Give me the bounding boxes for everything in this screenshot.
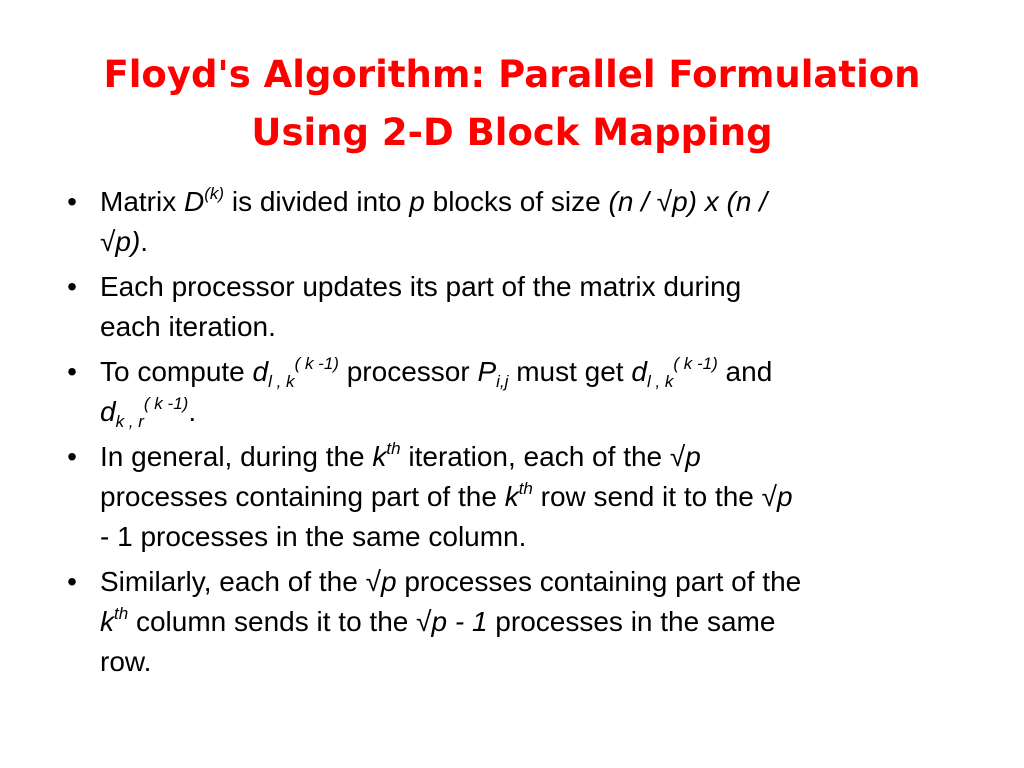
bullet-icon: •: [67, 356, 77, 387]
bullet-5-line-2: $k^{th}$ column sends it to the √p - 1 processes in the same: [100, 604, 776, 637]
bullet-1-line-1: Matrix $D^{(k)}$ is divided into p blocks of size (n / √p) x (n /: [100, 184, 768, 217]
bullet-item-2: [62, 267, 967, 347]
sqrt-symbol: √: [416, 606, 432, 637]
bullet-1-line-2: √p).: [100, 226, 149, 257]
bullet-item-5: [62, 562, 967, 682]
slide-title: [40, 46, 984, 162]
bullet-item-4: [62, 437, 967, 557]
bullet-icon: •: [67, 566, 77, 597]
bullet-icon: •: [67, 441, 77, 472]
bullet-4-line-1: In general, during the $k^{th}$ iteration, each of the √p: [100, 439, 701, 472]
bullet-2-line-1: Each processor updates its part of the matrix during: [100, 271, 742, 302]
title-line-2: Using 2-D Block Mapping: [251, 111, 773, 154]
bullet-icon: •: [67, 186, 77, 217]
bullet-4-line-2: processes containing part of the $k^{th}$ row send it to the √p: [100, 479, 793, 512]
bullet-icon: •: [67, 271, 77, 302]
bullet-3-line-1: To compute $d_{l , k}^{( k -1)}$ processor $P_{i,j}$ must get $d_{l , k}^{( k -1)}$ and: [100, 354, 773, 391]
bullet-3-line-2: $d_{k , r}^{( k -1)}$.: [100, 394, 197, 431]
bullet-list: [62, 182, 967, 687]
bullet-2-line-2: each iteration.: [100, 311, 276, 342]
sqrt-symbol: √: [669, 441, 686, 472]
bullet-item-1: [62, 182, 967, 262]
bullet-4-line-3: - 1 processes in the same column.: [100, 521, 527, 552]
title-line-1: Floyd's Algorithm: Parallel Formulation: [103, 53, 921, 96]
bullet-5-line-1: Similarly, each of the √p processes containing part of the: [100, 566, 802, 597]
bullet-5-line-3: row.: [100, 646, 152, 677]
bullet-item-3: [62, 352, 967, 432]
sqrt-symbol: √: [761, 481, 778, 512]
sqrt-symbol: √: [365, 566, 381, 597]
